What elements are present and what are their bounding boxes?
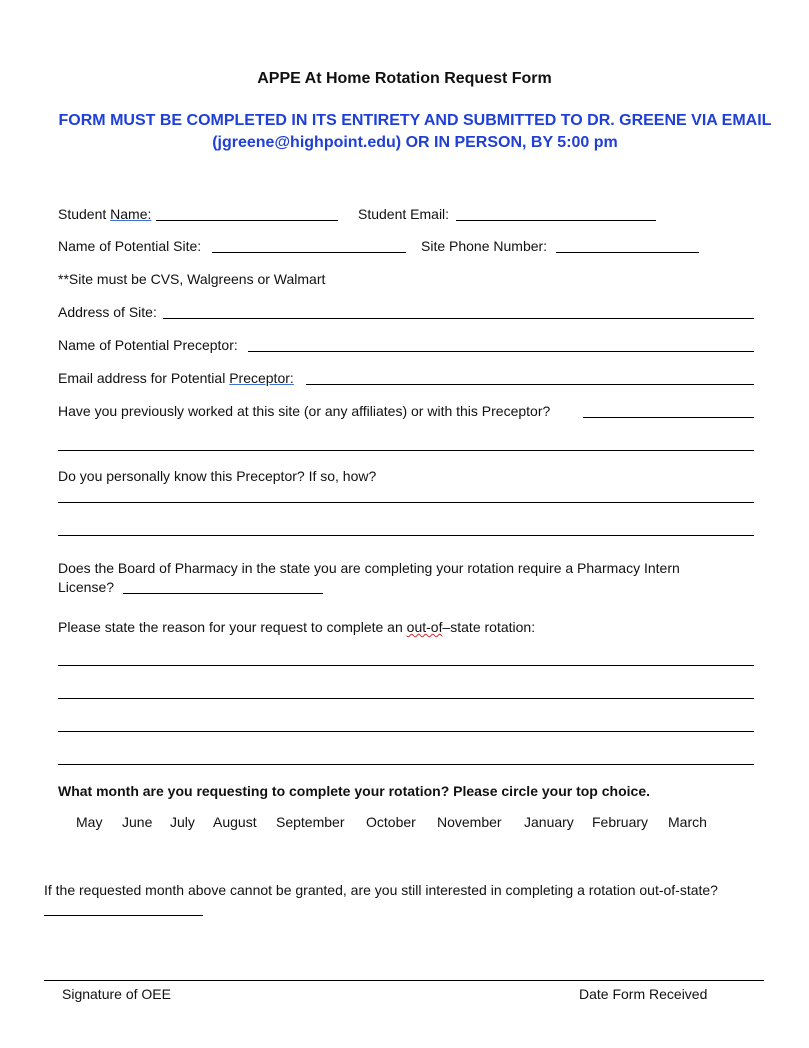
month-option-june[interactable]: June (122, 814, 153, 830)
reason-field-1[interactable] (58, 665, 754, 666)
notice-line-2: (jgreene@highpoint.edu) OR IN PERSON, BY 5:00 pm (212, 134, 618, 151)
preceptor-name-field[interactable] (248, 351, 754, 352)
form-title: APPE At Home Rotation Request Form (257, 70, 552, 87)
month-option-july[interactable]: July (170, 814, 195, 830)
month-question: What month are you requesting to complete your rotation? Please circle your top choice. (58, 783, 650, 799)
preceptor-name-label: Name of Potential Preceptor: (58, 337, 238, 353)
date-received-label: Date Form Received (579, 986, 708, 1002)
notice-line-1: FORM MUST BE COMPLETED IN ITS ENTIRETY AND SUBMITTED TO DR. GREENE VIA EMAIL (58, 112, 772, 129)
student-email-field[interactable] (456, 220, 656, 221)
month-option-september[interactable]: September (276, 814, 345, 830)
know-preceptor-field-2[interactable] (58, 535, 754, 536)
preceptor-email-field[interactable] (306, 384, 754, 385)
worked-before-label: Have you previously worked at this site (or any affiliates) or with this Preceptor? (58, 403, 551, 419)
signature-oee-label: Signature of OEE (62, 986, 171, 1002)
month-option-march[interactable]: March (668, 814, 707, 830)
reason-field-3[interactable] (58, 731, 754, 732)
site-name-field[interactable] (212, 252, 406, 253)
student-name-field[interactable] (156, 220, 338, 221)
license-question-line-2: License? (58, 579, 115, 595)
month-option-january[interactable]: January (524, 814, 574, 830)
month-option-august[interactable]: August (213, 814, 257, 830)
fallback-question: If the requested month above cannot be granted, are you still interested in completing a rotation out-of-state? (44, 882, 718, 898)
site-note: **Site must be CVS, Walgreens or Walmart (58, 271, 326, 287)
site-address-label: Address of Site: (58, 304, 157, 320)
know-preceptor-label: Do you personally know this Preceptor? If so, how? (58, 468, 377, 484)
license-field[interactable] (123, 593, 323, 594)
license-question-line-1: Does the Board of Pharmacy in the state you are completing your rotation require a Pharmacy Intern (58, 560, 680, 576)
month-option-october[interactable]: October (366, 814, 416, 830)
fallback-field[interactable] (44, 915, 203, 916)
site-name-label: Name of Potential Site: (58, 238, 202, 254)
signature-line[interactable] (44, 980, 764, 981)
preceptor-email-label: Email address for Potential Preceptor: (58, 370, 294, 386)
reason-label: Please state the reason for your request to complete an out-of–state rotation: (58, 619, 536, 635)
worked-before-field-2[interactable] (58, 450, 754, 451)
month-option-may[interactable]: May (76, 814, 103, 830)
site-address-field[interactable] (163, 318, 754, 319)
submission-notice (40, 110, 790, 154)
site-phone-label: Site Phone Number: (421, 238, 548, 254)
student-email-label: Student Email: (358, 206, 450, 222)
worked-before-field[interactable] (583, 417, 754, 418)
reason-field-2[interactable] (58, 698, 754, 699)
month-option-february[interactable]: February (592, 814, 649, 830)
student-name-label: Student Name: (58, 206, 152, 222)
month-option-november[interactable]: November (437, 814, 502, 830)
know-preceptor-field-1[interactable] (58, 502, 754, 503)
site-phone-field[interactable] (556, 252, 699, 253)
reason-field-4[interactable] (58, 764, 754, 765)
